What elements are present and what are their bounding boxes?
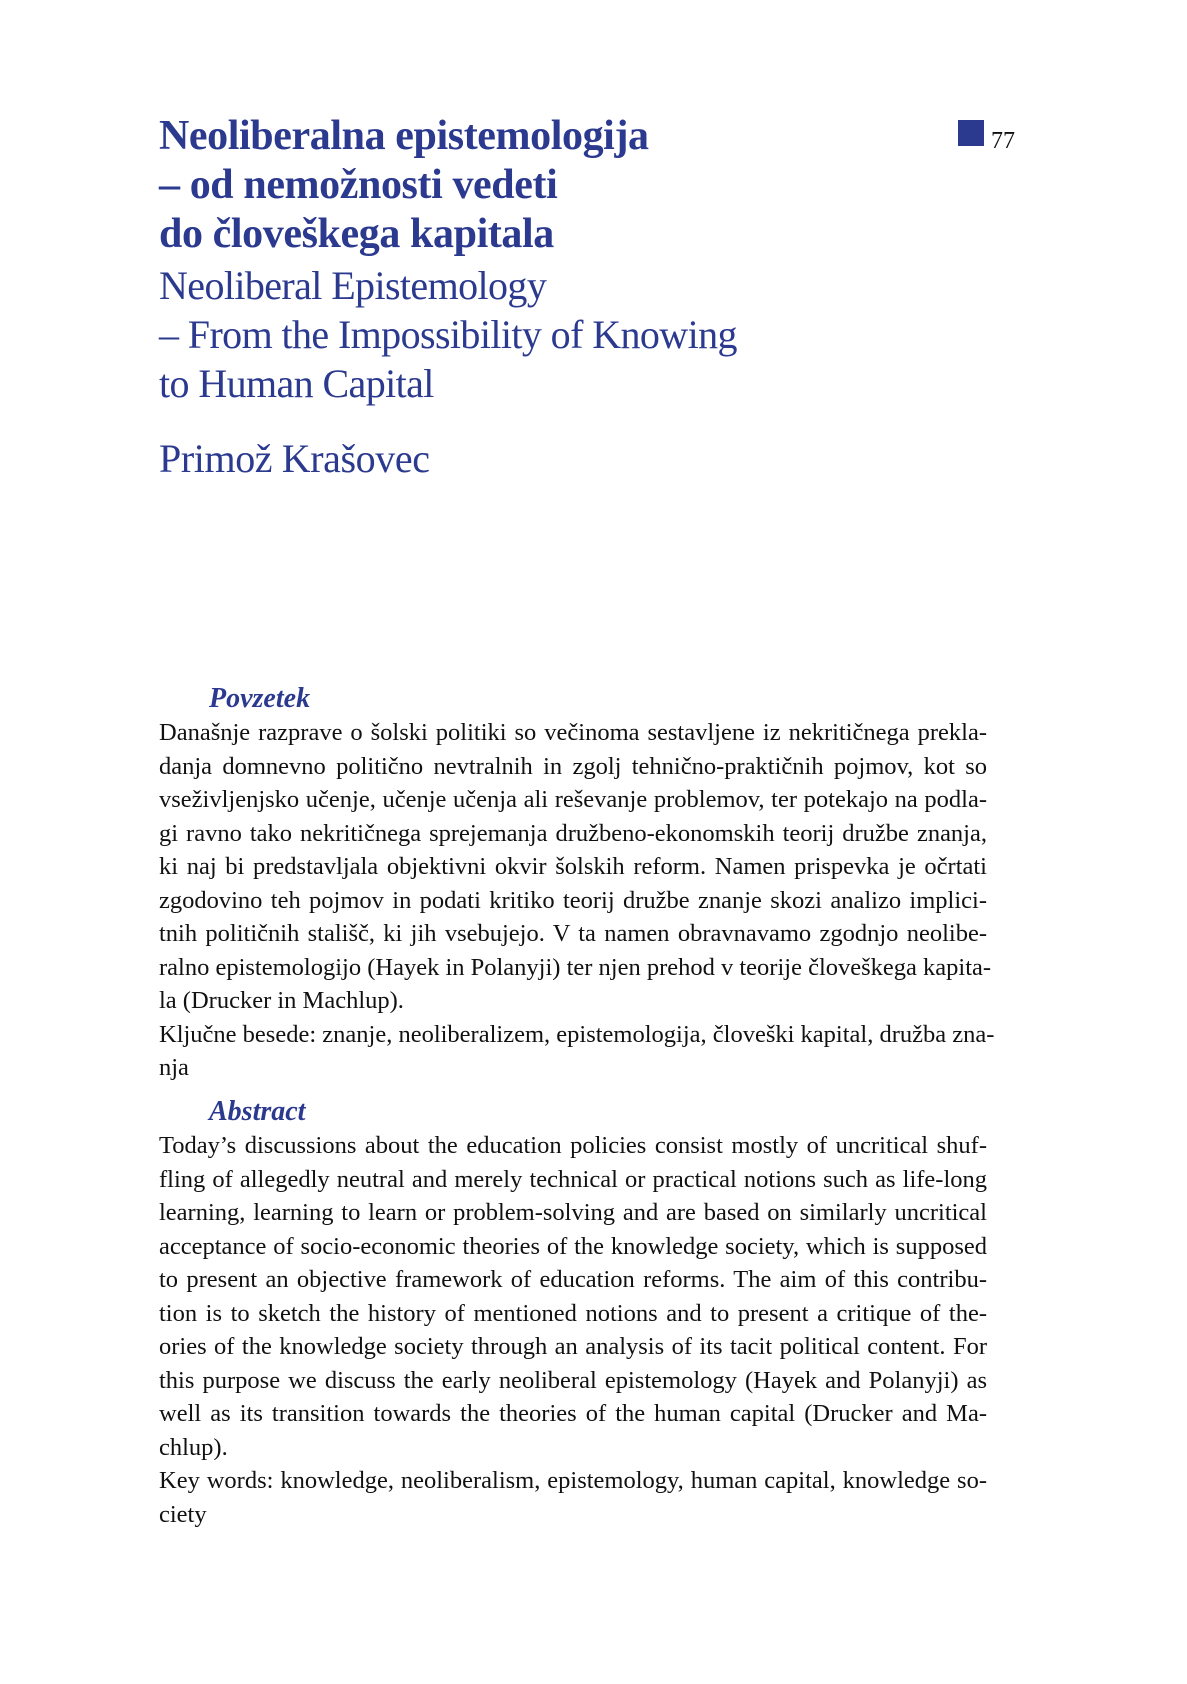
abstract-section — [159, 1095, 987, 1531]
povzetek-keywords-line: Ključne besede: znanje, neoliberalizem, epistemologija, človeški kapital, družba zna- — [159, 1020, 995, 1048]
title-slovene-line: do človeškega kapitala — [159, 211, 554, 257]
abstract-line: fling of allegedly neutral and merely technical or practical notions such as life-long — [159, 1165, 987, 1193]
title-english-line: – From the Impossibility of Knowing — [159, 312, 737, 357]
abstract-keywords — [159, 1464, 987, 1498]
abstract-body — [159, 1129, 987, 1431]
povzetek-heading: Povzetek — [209, 683, 311, 714]
title-english-line: Neoliberal Epistemology — [159, 263, 547, 308]
povzetek-keywords-end — [159, 1051, 987, 1085]
author-name: Primož Krašovec — [159, 436, 430, 481]
abstract-line: learning, learning to learn or problem-solving and are based on similarly uncritical — [159, 1199, 987, 1226]
abstract-keywords-end — [159, 1498, 987, 1532]
abstract-keywords-line: Key words: knowledge, neoliberalism, epistemology, human capital, knowledge so- — [159, 1467, 987, 1494]
page-number: 77 — [991, 128, 1015, 154]
povzetek-keywords-line: nja — [159, 1054, 189, 1081]
abstract-line: to present an objective framework of education reforms. The aim of this contribu- — [159, 1266, 987, 1293]
povzetek-line: tnih političnih stališč, ki jih vsebujejo. V ta namen obravnavamo zgodnjo neolibe- — [159, 920, 987, 947]
povzetek-line: la (Drucker in Machlup). — [159, 987, 404, 1014]
title-slovene — [159, 112, 919, 259]
abstract-line: this purpose we discuss the early neoliberal epistemology (Hayek and Polanyji) as — [159, 1366, 987, 1394]
title-english-line: to Human Capital — [159, 361, 434, 406]
povzetek-keywords — [159, 1018, 995, 1052]
abstract-body-end — [159, 1431, 987, 1465]
abstract-line: tion is to sketch the history of mentioned notions and to present a critique of the- — [159, 1299, 987, 1327]
abstract-line: chlup). — [159, 1433, 228, 1461]
povzetek-body-end — [159, 984, 987, 1018]
abstract-line: well as its transition towards the theories of the human capital (Drucker and Ma- — [159, 1400, 987, 1427]
povzetek-line: ralno epistemologijo (Hayek in Polanyji) ter njen prehod v teorije človeškega kapita- — [159, 953, 992, 981]
povzetek-line: zgodovino teh pojmov in podati kritiko teorij družbe znanje skozi analizo implici- — [159, 886, 987, 914]
title-slovene-line: Neoliberalna epistemologija — [159, 113, 649, 159]
abstract-heading: Abstract — [209, 1096, 306, 1127]
title-english — [159, 261, 919, 408]
povzetek-line: gi ravno tako nekritičnega sprejemanja družbeno-ekonomskih teorij družbe znanja, — [159, 819, 987, 847]
page-marker-square — [958, 120, 984, 146]
title-slovene-line: – od nemožnosti vedeti — [159, 162, 558, 208]
povzetek-line: Današnje razprave o šolski politiki so večinoma sestavljene iz nekritičnega prekla- — [159, 719, 987, 746]
abstract-line: ories of the knowledge society through an analysis of its tacit political content. For — [159, 1333, 987, 1360]
povzetek-line: vseživljenjsko učenje, učenje učenja ali reševanje problemov, ter potekajo na podla- — [159, 786, 987, 813]
povzetek-line: ki naj bi predstavljala objektivni okvir šolskih reform. Namen prispevka je očrtati — [159, 853, 987, 880]
povzetek-body — [159, 716, 992, 984]
povzetek-line: danja domnevno politično nevtralnih in zgolj tehnično-praktičnih pojmov, kot so — [159, 752, 987, 780]
article-header — [159, 112, 919, 483]
abstract-line: Today’s discussions about the education policies consist mostly of uncritical shuf- — [159, 1132, 987, 1159]
abstract-line: acceptance of socio-economic theories of the knowledge society, which is supposed — [159, 1232, 987, 1260]
povzetek-section — [159, 682, 995, 1085]
abstract-keywords-line: ciety — [159, 1500, 207, 1528]
